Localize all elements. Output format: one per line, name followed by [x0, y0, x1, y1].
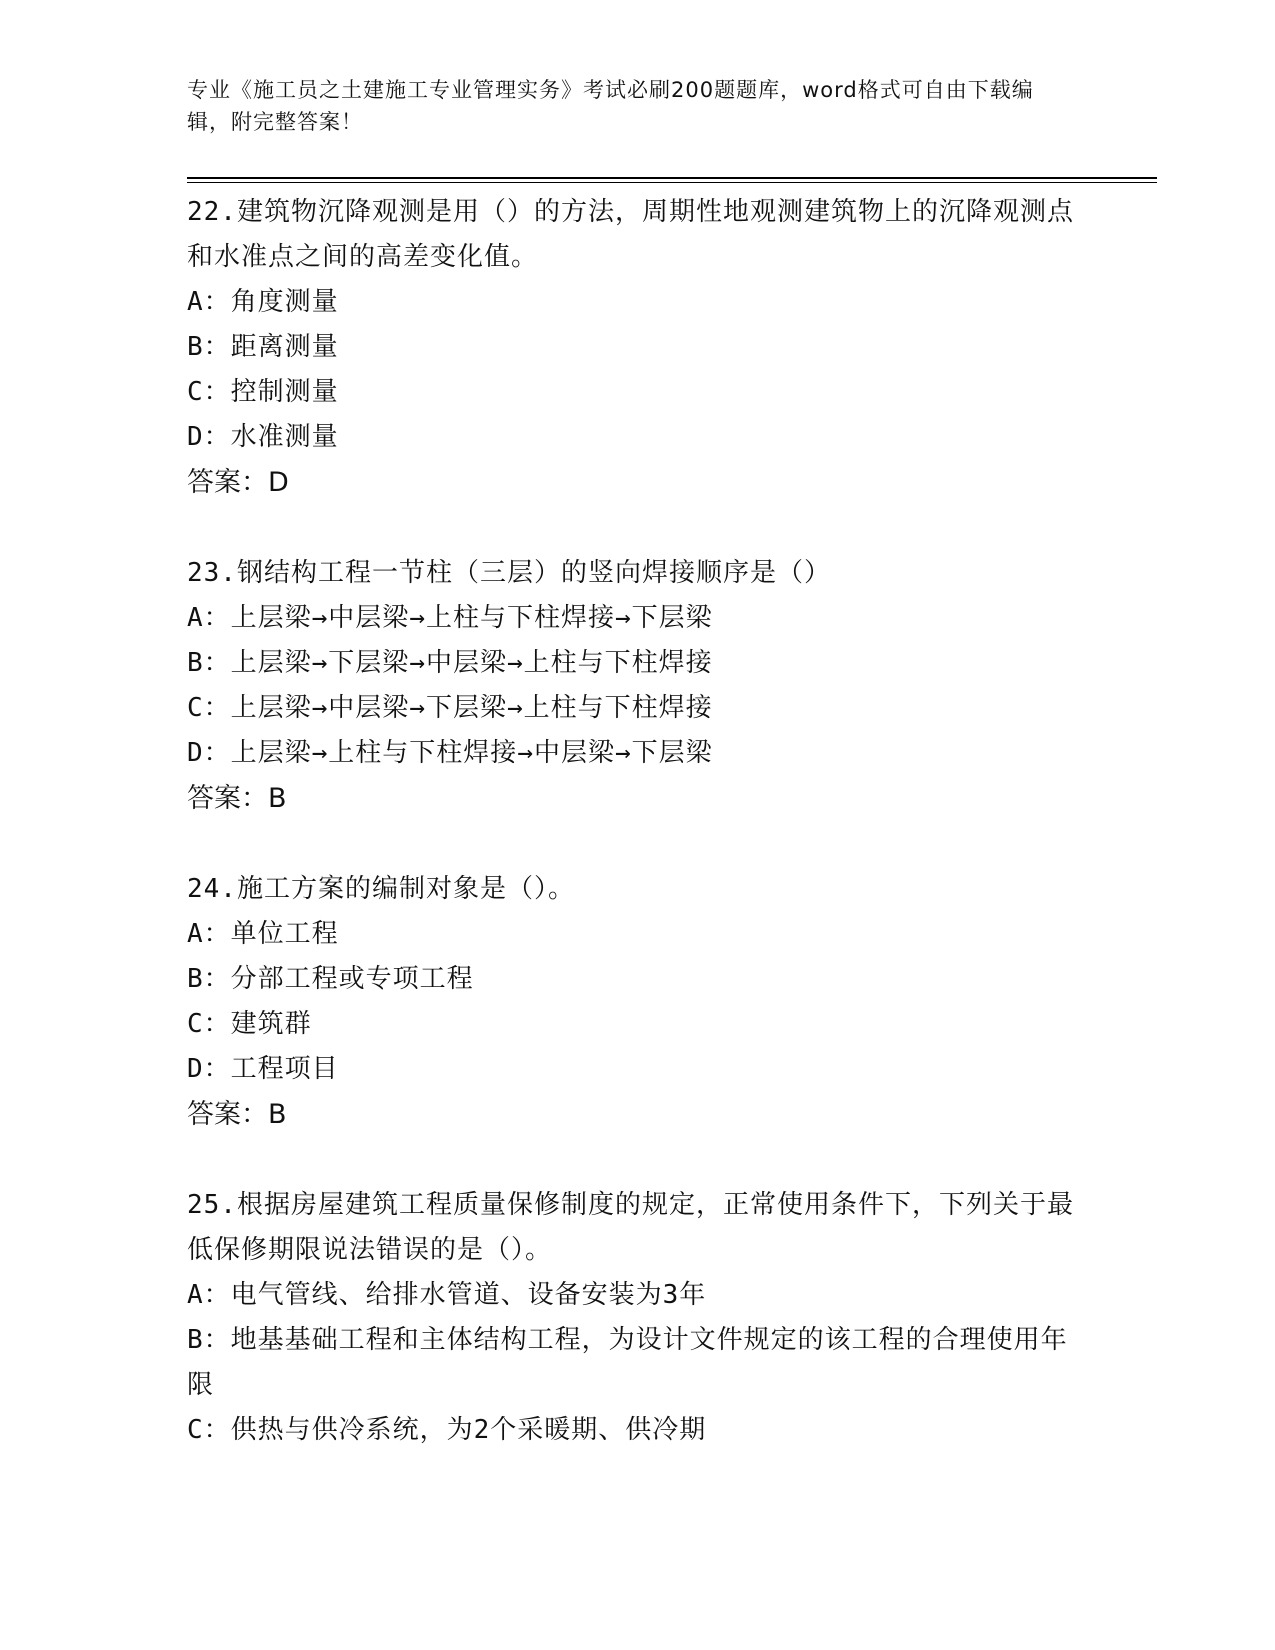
question-stem: 23.钢结构工程一节柱（三层）的竖向焊接顺序是（）: [187, 558, 831, 588]
answer: 答案：D: [187, 467, 289, 498]
option-b: B：上层梁→下层梁→中层梁→上柱与下柱焊接: [187, 648, 713, 678]
option-c: C：控制测量: [187, 377, 339, 407]
question-list: [187, 190, 1087, 1453]
option-b: B：距离测量: [187, 332, 339, 362]
question-22: [187, 190, 1087, 506]
question-stem: 24.施工方案的编制对象是（）。: [187, 874, 575, 904]
option-c: C：供热与供冷系统，为2个采暖期、供冷期: [187, 1415, 707, 1445]
option-b: B：地基基础工程和主体结构工程，为设计文件规定的该工程的合理使用年限: [187, 1325, 1068, 1400]
question-25: [187, 1183, 1087, 1453]
option-a: A：角度测量: [187, 287, 339, 317]
question-23: [187, 551, 1087, 822]
question-stem: 22.建筑物沉降观测是用（）的方法，周期性地观测建筑物上的沉降观测点和水准点之间的高差变化值。: [187, 197, 1074, 272]
option-d: D：上层梁→上柱与下柱焊接→中层梁→下层梁: [187, 738, 713, 768]
header-divider-thick: [187, 177, 1157, 179]
option-d: D：水准测量: [187, 422, 339, 452]
question-stem: 25.根据房屋建筑工程质量保修制度的规定，正常使用条件下，下列关于最低保修期限说法错误的是（）。: [187, 1190, 1074, 1265]
option-a: A：电气管线、给排水管道、设备安装为3年: [187, 1280, 707, 1310]
answer: 答案：B: [187, 783, 287, 814]
option-d: D：工程项目: [187, 1054, 339, 1084]
option-a: A：上层梁→中层梁→上柱与下柱焊接→下层梁: [187, 603, 713, 633]
option-b: B：分部工程或专项工程: [187, 964, 474, 994]
answer: 答案：B: [187, 1099, 287, 1130]
header-divider-thin: [187, 182, 1157, 183]
option-c: C：上层梁→中层梁→下层梁→上柱与下柱焊接: [187, 693, 713, 723]
option-a: A：单位工程: [187, 919, 339, 949]
document-header: 专业《施工员之土建施工专业管理实务》考试必刷200题题库，word格式可自由下载编辑，附完整答案！: [187, 78, 1034, 134]
question-24: [187, 867, 1087, 1138]
option-c: C：建筑群: [187, 1009, 312, 1039]
